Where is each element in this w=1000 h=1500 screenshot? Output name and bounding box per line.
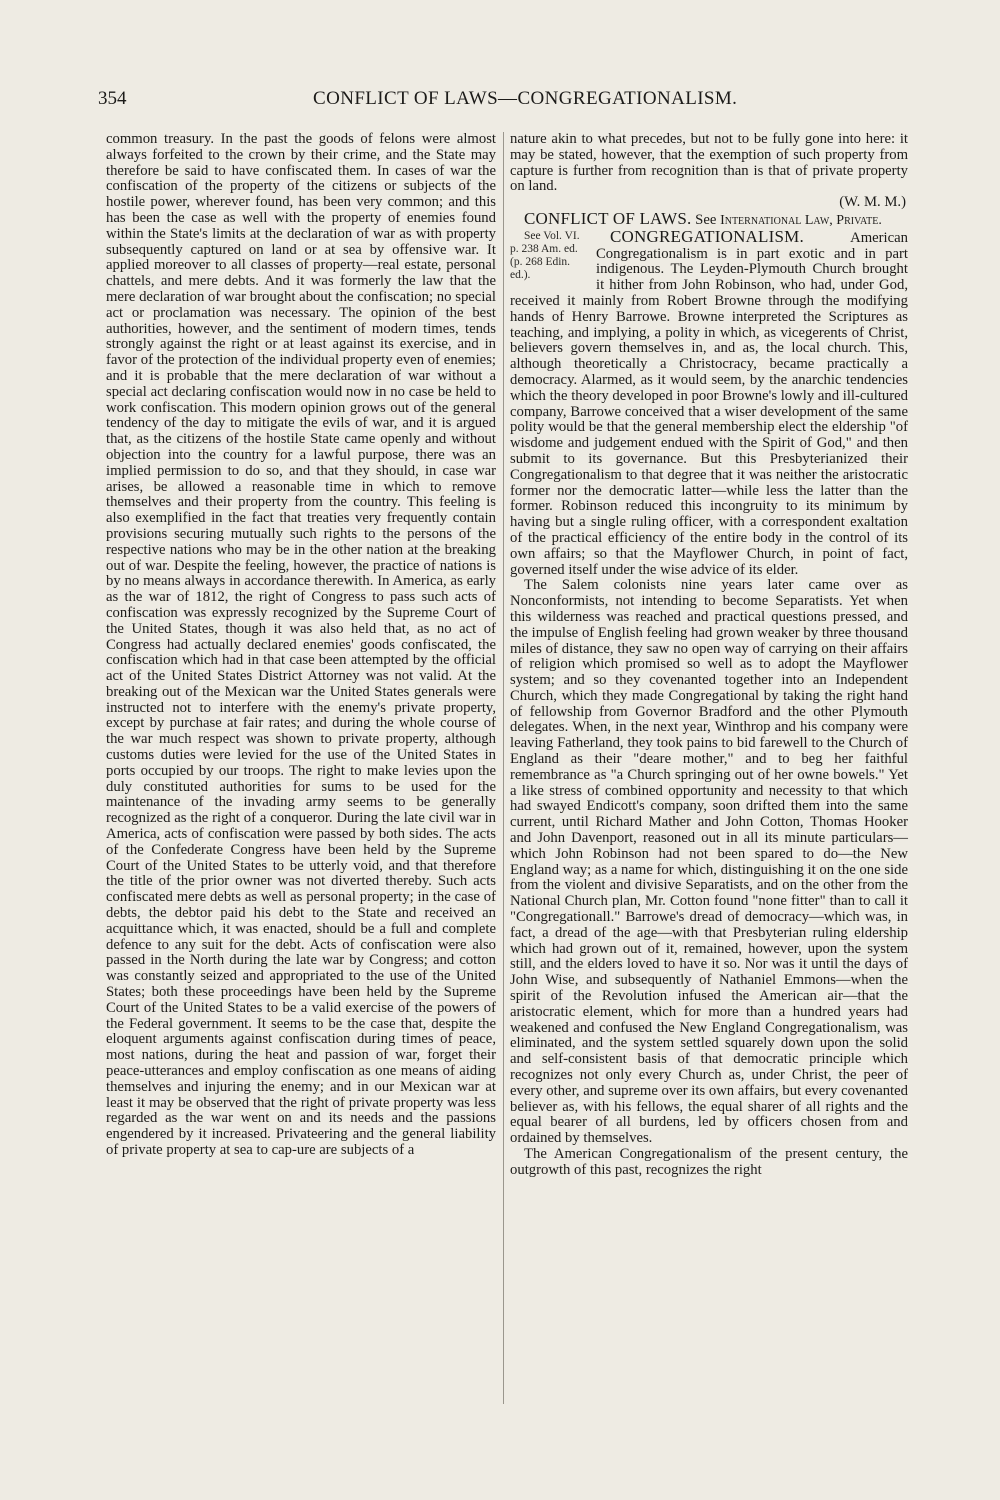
congregationalism-para-1: [510, 226, 908, 579]
page-number: 354: [98, 88, 127, 109]
congregationalism-para-3: The American Congregationalism of the present century, the outgrowth of this past, recognizes the right: [510, 1146, 908, 1178]
continued-text: nature akin to what precedes, but not to be fully gone into here: it may be stated, however, that the exemption of such property from capture is further from recognition than is that of private property on land.: [510, 131, 908, 195]
see-label: See: [695, 211, 717, 228]
conflict-headword: CONFLICT OF LAWS.: [524, 208, 692, 228]
author-initials: (W. M. M.): [839, 194, 906, 211]
column-divider: [503, 132, 504, 1404]
confiscation-text: common treasury. In the past the goods of felons were almost always forfeited to the crown by their crime, and the State may therefore be said to have confiscated them. In cases of war the confiscation of the property of the citizens or subjects of the hostile power, wherever found, has been very common; and this has been the case as well with the property of enemies found within the State's limits at the declaration of war as with property subsequently captured on land or at sea by offensive war. It applied moreover to all classes of property—real estate, personal chattels, and mere debts. And it was formerly the law that the mere declaration of war brought about the confiscation; no special act or proclamation was necessary. The opinion of the best authorities, however, and the sentiment of modern times, tends strongly against the right or at least against its exercise, and in favor of the protection of the individual property even of enemies; and it is probable that the mere declaration of war without a special act declaring confiscation would now in no case be held to work confiscation. This modern opinion grows out of the general tendency of the day to mitigate the evils of war, and it is argued that, as the citizens of the hostile State came openly and without objection into the country for a lawful purpose, there was an implied permission to do so, and that they should, in case war arises, be allowed a reasonable time in which to remove themselves and their property from the country. This feeling is also exemplified in the fact that treaties very frequently contain provisions securing mutually such rights to the persons of the respective nations who may be in the other nation at the breaking out of war. Despite the feeling, however, the practice of nations is by no means always in accordance therewith. In America, as early as the war of 1812, the right of Congress to pass such acts of confiscation was expressly recognized by the Supreme Court of the United States, though it was also held that, as no act of Congress had actually declared enemies' goods confiscated, the confiscation which had in that case been attempted by the official act of the United States District Attorney was not valid. At the breaking out of the Mexican war the United States generals were instructed not to interfere with the enemy's private property, except by purchase at fair rates; and during the whole course of the war much respect was shown to private property, although customs duties were levied for the use of the United States in ports occupied by our troops. The right to make levies upon the duly constituted authorities for sums to be used for the maintenance of the invading army seems to be generally recognized as the right of a conqueror. During the late civil war in America, acts of confiscation were passed by both sides. The acts of the Confederate Congress have been held by the Supreme Court of the United States to be utterly void, and that therefore the title of the prior owner was not diverted thereby. Such acts confiscated mere debts as well as personal property; in the case of debts, the debtor paid his debt to the State and received an acquittance which, it was enacted, should be a full and complete defence to any suit for the debt. Acts of confiscation were also passed in the North during the late war by Congress; and cotton was constantly seized and appropriated to the use of the United States; both these proceedings have been held by the Supreme Court of the United States to be a valid exercise of the powers of the Federal government. It seems to be the case that, despite the eloquent arguments against confiscation during times of peace, most nations, during the heat and passion of war, forget their peace-utterances and employ confiscation as one means of aiding themselves and injuring the enemy; and in our Mexican war at least it may be observed that the right of private property was less regarded as the war went on and its needs and the passions engendered by it increased. Privateering and the general liability of private property at sea to cap-ure are subjects of a: [106, 131, 496, 1158]
left-column: [106, 132, 496, 1159]
congregationalism-para-2: The Salem colonists nine years later came over as Nonconformists, not intending to become Separatists. Yet when this wilderness was reached and practical questions pressed, and the impulse of English feeling had grown weaker by three thousand miles of distance, they saw no open way of carrying on their affairs of religion which promised so well as to adopt the Mayflower system; and so they covenanted together into an Independent Church, which they made Congregational by taking the right hand of fellowship from Governor Bradford and the other Plymouth delegates. When, in the next year, Winthrop and his company were leaving Fatherland, they took pains to bid farewell to the Church of England as their "deare mother," and to beg her faithful remembrance as "a Church springing out of her owne bowels." Yet a like stress of combined opportunity and necessity to that which had swayed Endicott's company, soon drifted them into the same current, until Richard Mather and John Cotton, Thomas Hooker and John Davenport, reasoned out in all its minute particulars—which John Robinson had not been spared to do—the New England way; as a name for which, distinguishing it on the one side from the violent and divisive Separatists, and on the other from the National Church plan, Mr. Cotton found "none fitter" than to call it "Congregationall." Barrowe's dread of democracy—which was, in fact, a dread of the age—with that Presbyterian ruling eldership which had grown out of it, remained, however, upon the system still, and the elders loved to have it so. Nor was it until the days of John Wise, and subsequently of Nathaniel Emmons—when the spirit of the Revolution infused the American air—that the aristocratic element, which for more than a hundred years had weakened and confused the New England Congregationalism, was eliminated, and the system settled squarely down upon the solid and self-consistent basis of that democratic principle which recognizes not only every Church as, under Christ, the peer of every other, and supreme over its own affairs, but every covenanted believer as, with his fellows, the equal sharer of all rights and the equal bearer of all burdens, led by officers chosen from and ordained by themselves.: [510, 577, 909, 1147]
congregationalism-entry: [510, 226, 909, 1179]
congregationalism-headword: CONGREGATIONALISM.: [610, 226, 804, 246]
right-column: [510, 132, 908, 1179]
page-header: [98, 88, 918, 114]
congregationalism-text: American Congregationalism is in part exotic and in part indigenous. The Leyden-Plymouth Church brought it hither from John Robinson, who had, under God, received it mainly from Robert Browne through the modifying hands of Henry Barrowe. Browne interpreted the Scriptures as teaching, and implying, a polity in which, as vicegerents of Christ, believers govern themselves in, and as, the local church. This, although theoretically a Christocracy, became practically a democracy. Alarmed, as it would seem, by the anarchic tendencies which the theory developed in poor Browne's lowly and ill-cultured company, Barrowe conceived that a wiser development of the same polity would be that the general membership elect the eldership "of wisdome and judgement endued with the Spirit of God," and then submit to its governance. But this Presbyterianized their Congregationalism to that degree that it was neither the aristocratic former nor the democratic latter—while less the latter than the former. Robinson reduced this incongruity to its minimum by having but a single ruling officer, with a correspondent exaltation of the practical efficiency of the entire body in the control of its own affairs; so that the Mayflower Church, in point of fact, governed itself under the wise advice of its elder.: [510, 229, 908, 578]
cross-reference: International Law, Private.: [720, 212, 882, 228]
running-head: CONFLICT OF LAWS—CONGREGATIONALISM.: [313, 88, 738, 109]
margin-reference: See Vol. VI. p. 238 Am. ed. (p. 268 Edin. ed.).: [510, 229, 580, 281]
